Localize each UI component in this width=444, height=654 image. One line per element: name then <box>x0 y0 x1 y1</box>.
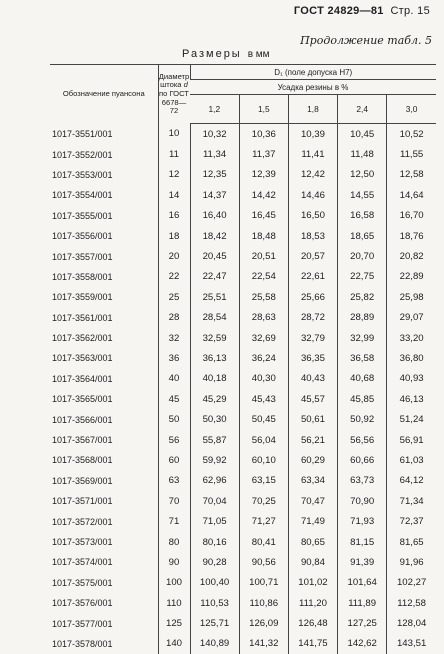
punch-designation-cell: 1017-3575/001 <box>50 573 158 593</box>
shrinkage-header: Усадка резины в % <box>190 80 436 95</box>
table-row <box>50 450 436 470</box>
table-row <box>50 348 436 368</box>
d1-value-cell: 50,61 <box>288 409 337 429</box>
punch-designation-cell: 1017-3557/001 <box>50 246 158 266</box>
shrinkage-value: 1,2 <box>190 95 239 124</box>
d1-value-cell: 62,96 <box>190 471 239 491</box>
d1-value-cell: 90,56 <box>239 552 288 572</box>
d1-value-cell: 18,65 <box>338 226 387 246</box>
rod-diameter-cell: 90 <box>158 552 190 572</box>
punch-designation-cell: 1017-3574/001 <box>50 552 158 572</box>
d1-value-cell: 28,89 <box>338 308 387 328</box>
d1-value-cell: 56,56 <box>338 430 387 450</box>
rod-diameter-cell: 32 <box>158 328 190 348</box>
d1-value-cell: 45,85 <box>338 389 387 409</box>
d1-value-cell: 50,92 <box>338 409 387 429</box>
d1-value-cell: 11,34 <box>190 144 239 164</box>
d1-value-cell: 72,37 <box>387 511 436 531</box>
table-row <box>50 206 436 226</box>
d1-value-cell: 90,84 <box>288 552 337 572</box>
d1-value-cell: 63,73 <box>338 471 387 491</box>
d1-value-cell: 14,37 <box>190 185 239 205</box>
punch-dimensions-table <box>50 64 436 654</box>
d1-value-cell: 80,41 <box>239 532 288 552</box>
punch-designation-cell: 1017-3559/001 <box>50 287 158 307</box>
d1-value-cell: 22,89 <box>387 267 436 287</box>
d1-value-cell: 71,27 <box>239 511 288 531</box>
rod-diameter-cell: 14 <box>158 185 190 205</box>
d1-value-cell: 14,64 <box>387 185 436 205</box>
d1-value-cell: 63,15 <box>239 471 288 491</box>
d1-value-cell: 29,07 <box>387 308 436 328</box>
d1-value-cell: 90,28 <box>190 552 239 572</box>
d1-value-cell: 70,04 <box>190 491 239 511</box>
d1-value-cell: 61,03 <box>387 450 436 470</box>
rod-diameter-cell: 25 <box>158 287 190 307</box>
rod-diameter-cell: 16 <box>158 206 190 226</box>
diameter-header-line2: штока <box>160 80 181 89</box>
rod-diameter-cell: 18 <box>158 226 190 246</box>
punch-designation-cell: 1017-3572/001 <box>50 511 158 531</box>
shrinkage-value: 1,8 <box>288 95 337 124</box>
d1-value-cell: 36,13 <box>190 348 239 368</box>
rod-diameter-cell: 28 <box>158 308 190 328</box>
d1-value-cell: 102,27 <box>387 573 436 593</box>
table-row <box>50 634 436 654</box>
d1-value-cell: 32,59 <box>190 328 239 348</box>
d1-value-cell: 25,51 <box>190 287 239 307</box>
punch-designation-cell: 1017-3555/001 <box>50 206 158 226</box>
punch-designation-cell: 1017-3577/001 <box>50 613 158 633</box>
d1-value-cell: 18,53 <box>288 226 337 246</box>
d1-value-cell: 126,48 <box>288 613 337 633</box>
d1-value-cell: 10,39 <box>288 124 337 145</box>
d1-value-cell: 28,63 <box>239 308 288 328</box>
table-row <box>50 328 436 348</box>
punch-designation-cell: 1017-3571/001 <box>50 491 158 511</box>
d1-value-cell: 141,32 <box>239 634 288 654</box>
punch-designation-cell: 1017-3565/001 <box>50 389 158 409</box>
punch-designation-cell: 1017-3551/001 <box>50 124 158 145</box>
rod-diameter-cell: 100 <box>158 573 190 593</box>
d1-value-cell: 142,62 <box>338 634 387 654</box>
d1-value-cell: 60,10 <box>239 450 288 470</box>
d1-value-cell: 16,58 <box>338 206 387 226</box>
d1-value-cell: 11,48 <box>338 144 387 164</box>
d1-value-cell: 20,57 <box>288 246 337 266</box>
d1-value-cell: 71,05 <box>190 511 239 531</box>
d1-value-cell: 16,50 <box>288 206 337 226</box>
punch-designation-cell: 1017-3564/001 <box>50 369 158 389</box>
punch-designation-cell: 1017-3563/001 <box>50 348 158 368</box>
d1-value-cell: 25,66 <box>288 287 337 307</box>
d1-value-cell: 32,79 <box>288 328 337 348</box>
table-row <box>50 430 436 450</box>
shrinkage-value: 1,5 <box>239 95 288 124</box>
d1-value-cell: 40,30 <box>239 369 288 389</box>
punch-designation-cell: 1017-3566/001 <box>50 409 158 429</box>
rod-diameter-cell: 60 <box>158 450 190 470</box>
table-row <box>50 573 436 593</box>
d1-value-cell: 56,21 <box>288 430 337 450</box>
d1-value-cell: 11,37 <box>239 144 288 164</box>
rod-diameter-cell: 110 <box>158 593 190 613</box>
rod-diameter-cell: 10 <box>158 124 190 145</box>
d1-value-cell: 18,48 <box>239 226 288 246</box>
d1-value-cell: 11,55 <box>387 144 436 164</box>
d1-value-cell: 22,47 <box>190 267 239 287</box>
d1-value-cell: 128,04 <box>387 613 436 633</box>
d1-value-cell: 45,57 <box>288 389 337 409</box>
standard-number: ГОСТ 24829—81 <box>294 5 384 17</box>
shrinkage-value: 3,0 <box>387 95 436 124</box>
punch-designation-cell: 1017-3567/001 <box>50 430 158 450</box>
rod-diameter-cell: 36 <box>158 348 190 368</box>
table-row <box>50 185 436 205</box>
table-header <box>50 65 436 124</box>
page-header <box>0 0 444 26</box>
d1-value-cell: 25,98 <box>387 287 436 307</box>
table-row <box>50 267 436 287</box>
rod-diameter-cell: 45 <box>158 389 190 409</box>
punch-designation-cell: 1017-3561/001 <box>50 308 158 328</box>
d1-value-cell: 16,40 <box>190 206 239 226</box>
d1-value-cell: 36,35 <box>288 348 337 368</box>
table-row <box>50 144 436 164</box>
d1-value-cell: 12,42 <box>288 165 337 185</box>
d1-value-cell: 141,75 <box>288 634 337 654</box>
rod-diameter-cell: 22 <box>158 267 190 287</box>
d1-value-cell: 12,39 <box>239 165 288 185</box>
d1-value-cell: 91,39 <box>338 552 387 572</box>
diameter-header-line4: 6678—72 <box>162 98 187 116</box>
table-row <box>50 593 436 613</box>
rod-diameter-cell: 125 <box>158 613 190 633</box>
d1-value-cell: 56,91 <box>387 430 436 450</box>
d1-value-cell: 63,34 <box>288 471 337 491</box>
d1-value-cell: 80,16 <box>190 532 239 552</box>
rod-diameter-cell: 63 <box>158 471 190 491</box>
table-row <box>50 511 436 531</box>
d1-value-cell: 81,15 <box>338 532 387 552</box>
d1-value-cell: 64,12 <box>387 471 436 491</box>
d1-value-cell: 70,47 <box>288 491 337 511</box>
d1-value-cell: 100,40 <box>190 573 239 593</box>
d1-value-cell: 100,71 <box>239 573 288 593</box>
d1-value-cell: 22,54 <box>239 267 288 287</box>
d1-value-cell: 14,55 <box>338 185 387 205</box>
rod-diameter-cell: 50 <box>158 409 190 429</box>
table-row <box>50 491 436 511</box>
shrinkage-value: 2,4 <box>338 95 387 124</box>
table-row <box>50 308 436 328</box>
punch-designation-cell: 1017-3562/001 <box>50 328 158 348</box>
d1-value-cell: 111,89 <box>338 593 387 613</box>
d1-value-cell: 10,32 <box>190 124 239 145</box>
table-row <box>50 287 436 307</box>
d1-value-cell: 36,80 <box>387 348 436 368</box>
d1-value-cell: 125,71 <box>190 613 239 633</box>
d1-value-cell: 20,82 <box>387 246 436 266</box>
rod-diameter-cell: 70 <box>158 491 190 511</box>
d1-value-cell: 10,45 <box>338 124 387 145</box>
table-row <box>50 124 436 145</box>
d1-value-cell: 22,61 <box>288 267 337 287</box>
d1-value-cell: 33,20 <box>387 328 436 348</box>
table-row <box>50 552 436 572</box>
d1-value-cell: 36,24 <box>239 348 288 368</box>
table-row <box>50 409 436 429</box>
d1-value-cell: 101,64 <box>338 573 387 593</box>
rod-diameter-cell: 140 <box>158 634 190 654</box>
d1-value-cell: 12,58 <box>387 165 436 185</box>
d1-value-cell: 70,90 <box>338 491 387 511</box>
d1-value-cell: 55,87 <box>190 430 239 450</box>
d1-value-cell: 143,51 <box>387 634 436 654</box>
table-row <box>50 369 436 389</box>
d1-value-cell: 36,58 <box>338 348 387 368</box>
d1-value-cell: 45,29 <box>190 389 239 409</box>
d1-value-cell: 112,58 <box>387 593 436 613</box>
d1-value-cell: 11,41 <box>288 144 337 164</box>
punch-designation-cell: 1017-3556/001 <box>50 226 158 246</box>
d1-value-cell: 40,68 <box>338 369 387 389</box>
d1-value-cell: 71,49 <box>288 511 337 531</box>
rod-diameter-cell: 40 <box>158 369 190 389</box>
d1-value-cell: 16,70 <box>387 206 436 226</box>
diameter-symbol: d <box>184 80 188 89</box>
d1-value-cell: 127,25 <box>338 613 387 633</box>
d1-value-cell: 111,20 <box>288 593 337 613</box>
d1-value-cell: 32,99 <box>338 328 387 348</box>
d1-value-cell: 56,04 <box>239 430 288 450</box>
diameter-header <box>158 65 190 124</box>
d1-value-cell: 110,53 <box>190 593 239 613</box>
d1-value-cell: 40,43 <box>288 369 337 389</box>
d1-value-cell: 10,36 <box>239 124 288 145</box>
rod-diameter-cell: 12 <box>158 165 190 185</box>
d1-value-cell: 80,65 <box>288 532 337 552</box>
d1-value-cell: 60,29 <box>288 450 337 470</box>
standard-header <box>294 5 430 17</box>
d1-value-cell: 18,42 <box>190 226 239 246</box>
d1-value-cell: 70,25 <box>239 491 288 511</box>
continuation-label: Продолжение табл. 5 <box>300 34 432 47</box>
d1-value-cell: 22,75 <box>338 267 387 287</box>
rod-diameter-cell: 80 <box>158 532 190 552</box>
d1-value-cell: 46,13 <box>387 389 436 409</box>
rod-diameter-cell: 20 <box>158 246 190 266</box>
d1-value-cell: 45,43 <box>239 389 288 409</box>
d1-value-cell: 25,82 <box>338 287 387 307</box>
punch-designation-cell: 1017-3576/001 <box>50 593 158 613</box>
d1-value-cell: 71,93 <box>338 511 387 531</box>
punch-designation-cell: 1017-3552/001 <box>50 144 158 164</box>
d1-value-cell: 50,30 <box>190 409 239 429</box>
page-number: Стр. 15 <box>390 5 430 17</box>
d1-value-cell: 18,76 <box>387 226 436 246</box>
d1-value-cell: 20,45 <box>190 246 239 266</box>
punch-designation-cell: 1017-3569/001 <box>50 471 158 491</box>
sizes-title: Размеры <box>182 48 242 60</box>
sizes-caption <box>182 48 270 60</box>
table-row <box>50 471 436 491</box>
d1-value-cell: 40,18 <box>190 369 239 389</box>
d1-value-cell: 14,42 <box>239 185 288 205</box>
d1-value-cell: 71,34 <box>387 491 436 511</box>
d1-value-cell: 10,52 <box>387 124 436 145</box>
table-row <box>50 165 436 185</box>
d1-value-cell: 60,66 <box>338 450 387 470</box>
d1-value-cell: 25,58 <box>239 287 288 307</box>
punch-designation-cell: 1017-3578/001 <box>50 634 158 654</box>
d1-value-cell: 126,09 <box>239 613 288 633</box>
d1-value-cell: 16,45 <box>239 206 288 226</box>
table-row <box>50 532 436 552</box>
d1-value-cell: 14,46 <box>288 185 337 205</box>
d1-value-cell: 20,70 <box>338 246 387 266</box>
table-row <box>50 389 436 409</box>
diameter-header-line1: Диаметр <box>159 72 190 81</box>
d1-value-cell: 12,50 <box>338 165 387 185</box>
d1-value-cell: 59,92 <box>190 450 239 470</box>
d1-value-cell: 40,93 <box>387 369 436 389</box>
d1-value-cell: 28,54 <box>190 308 239 328</box>
d1-value-cell: 20,51 <box>239 246 288 266</box>
d1-value-cell: 110,86 <box>239 593 288 613</box>
d1-value-cell: 12,35 <box>190 165 239 185</box>
d1-value-cell: 28,72 <box>288 308 337 328</box>
punch-designation-cell: 1017-3553/001 <box>50 165 158 185</box>
d1-value-cell: 50,45 <box>239 409 288 429</box>
d1-value-cell: 91,96 <box>387 552 436 572</box>
rod-diameter-cell: 71 <box>158 511 190 531</box>
d1-header: D₁ (поле допуска H7) <box>190 65 436 80</box>
sizes-unit: в мм <box>248 49 270 60</box>
punch-designation-cell: 1017-3573/001 <box>50 532 158 552</box>
table-body <box>50 124 436 654</box>
punch-designation-cell: 1017-3568/001 <box>50 450 158 470</box>
table-row <box>50 246 436 266</box>
rod-diameter-cell: 56 <box>158 430 190 450</box>
diameter-header-line3: по ГОСТ <box>159 89 189 98</box>
d1-value-cell: 81,65 <box>387 532 436 552</box>
rod-diameter-cell: 11 <box>158 144 190 164</box>
designation-header: Обозначение пуансона <box>50 65 158 124</box>
d1-value-cell: 101,02 <box>288 573 337 593</box>
table-row <box>50 226 436 246</box>
table-row <box>50 613 436 633</box>
punch-designation-cell: 1017-3558/001 <box>50 267 158 287</box>
d1-value-cell: 51,24 <box>387 409 436 429</box>
d1-value-cell: 32,69 <box>239 328 288 348</box>
punch-designation-cell: 1017-3554/001 <box>50 185 158 205</box>
d1-value-cell: 140,89 <box>190 634 239 654</box>
